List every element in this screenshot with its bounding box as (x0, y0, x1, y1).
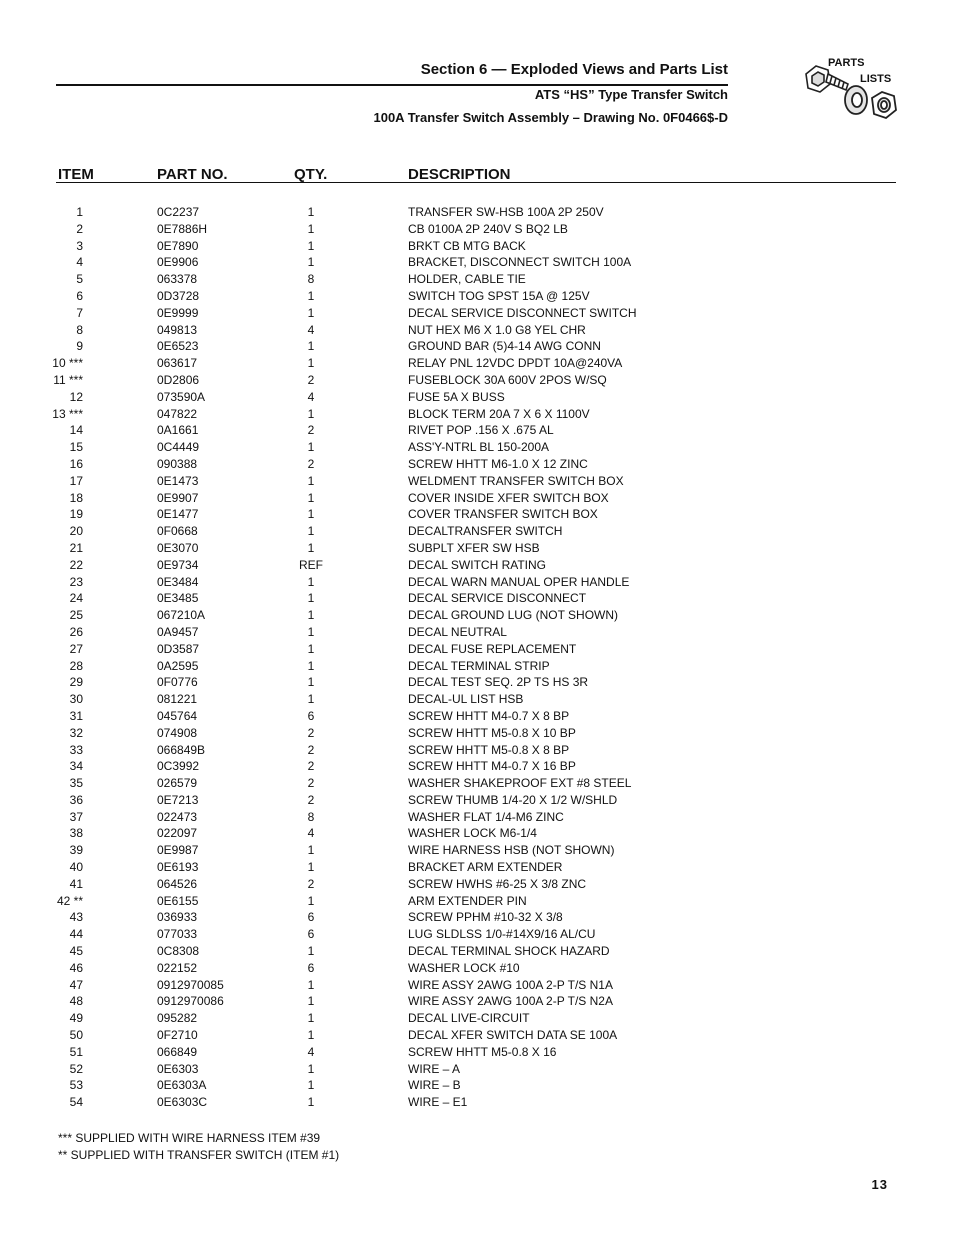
part-number: 0E6193 (157, 860, 199, 875)
quantity: 1 (307, 624, 315, 639)
description: SCREW HHTT M5-0.8 X 10 BP (408, 725, 576, 740)
part-number: 026579 (157, 776, 198, 791)
table-row (0, 456, 954, 473)
part-number: 0E7890 (157, 238, 199, 253)
description: WIRE – B (408, 1078, 461, 1093)
item-number: 5 (76, 272, 83, 287)
part-number: 077033 (157, 927, 198, 942)
part-number: 0912970085 (157, 977, 224, 992)
part-number: 095282 (157, 1011, 198, 1026)
quantity: 4 (307, 826, 315, 841)
item-number: 10 *** (52, 356, 83, 371)
part-number: 0C4449 (157, 440, 200, 455)
part-number: 0E3070 (157, 540, 199, 555)
part-number: 0E9987 (157, 843, 199, 858)
quantity: 1 (307, 675, 315, 690)
description: DECAL WARN MANUAL OPER HANDLE (408, 574, 630, 589)
table-row (0, 322, 954, 339)
part-number: 090388 (157, 456, 198, 471)
part-number: 066849 (157, 1044, 198, 1059)
item-number: 51 (69, 1044, 83, 1059)
item-number: 4 (76, 255, 83, 270)
description: SCREW HHTT M5-0.8 X 8 BP (408, 742, 570, 757)
parts-table (0, 204, 954, 1111)
parts-lists-logo (800, 54, 900, 132)
item-number: 1 (76, 205, 83, 219)
part-number: 0E6303 (157, 1061, 199, 1076)
document-subtitle: ATS “HS” Type Transfer Switch (534, 87, 728, 102)
quantity: 6 (307, 960, 315, 975)
part-number: 0912970086 (157, 994, 224, 1009)
part-number: 0D3587 (157, 641, 200, 656)
part-number: 073590A (157, 389, 206, 404)
quantity: 1 (307, 1011, 315, 1026)
part-number: 0E1473 (157, 473, 199, 488)
table-row (0, 624, 954, 641)
quantity: REF (299, 557, 323, 572)
column-header-description: DESCRIPTION (408, 166, 511, 183)
part-number: 0D2806 (157, 372, 200, 387)
table-row (0, 926, 954, 943)
part-number: 0E7886H (157, 221, 208, 236)
quantity: 1 (307, 641, 315, 656)
table-row (0, 960, 954, 977)
quantity: 1 (307, 1028, 315, 1043)
quantity: 1 (307, 843, 315, 858)
quantity: 1 (307, 692, 315, 707)
quantity: 2 (307, 792, 315, 807)
part-number: 036933 (157, 910, 198, 925)
description: DECAL TERMINAL SHOCK HAZARD (408, 944, 610, 959)
table-row (0, 490, 954, 507)
description: DECALTRANSFER SWITCH (408, 524, 563, 539)
section-title: Section 6 — Exploded Views and Parts List (420, 61, 728, 78)
quantity: 4 (307, 389, 315, 404)
description: DECAL XFER SWITCH DATA SE 100A (408, 1028, 618, 1043)
item-number: 15 (69, 440, 83, 455)
table-row (0, 338, 954, 355)
table-row (0, 842, 954, 859)
item-number: 41 (69, 876, 83, 891)
table-row (0, 540, 954, 557)
quantity: 8 (307, 272, 315, 287)
description: WIRE HARNESS HSB (NOT SHOWN) (408, 843, 615, 858)
table-row (0, 909, 954, 926)
item-number: 21 (69, 540, 83, 555)
nut-icon (872, 92, 896, 118)
table-row (0, 758, 954, 775)
table-row (0, 691, 954, 708)
quantity: 1 (307, 255, 315, 270)
quantity: 1 (307, 305, 315, 320)
part-number: 0E9734 (157, 557, 199, 572)
item-number: 11 *** (53, 372, 83, 387)
part-number: 0E3484 (157, 574, 199, 589)
table-row (0, 288, 954, 305)
description: DECAL SERVICE DISCONNECT SWITCH (408, 305, 637, 320)
logo-text-lists: LISTS (860, 73, 892, 85)
item-number: 26 (69, 624, 83, 639)
description: SCREW HHTT M4-0.7 X 8 BP (408, 708, 570, 723)
item-number: 47 (69, 977, 83, 992)
table-row (0, 574, 954, 591)
part-number: 0E9907 (157, 490, 199, 505)
table-row (0, 473, 954, 490)
quantity: 2 (307, 423, 315, 438)
column-header-item: ITEM (58, 166, 94, 183)
description: DECAL SERVICE DISCONNECT (408, 591, 587, 606)
part-number: 022473 (157, 809, 198, 824)
quantity: 4 (307, 322, 315, 337)
table-row (0, 641, 954, 658)
bolt-icon (806, 66, 848, 92)
description: BLOCK TERM 20A 7 X 6 X 1100V (408, 406, 590, 421)
part-number: 0D3728 (157, 288, 200, 303)
table-row (0, 708, 954, 725)
quantity: 2 (307, 456, 315, 471)
part-number: 022152 (157, 960, 198, 975)
quantity: 1 (307, 288, 315, 303)
item-number: 54 (69, 1095, 83, 1110)
table-row (0, 859, 954, 876)
part-number: 063617 (157, 356, 198, 371)
logo-text-parts: PARTS (828, 57, 865, 69)
description: WIRE – A (408, 1061, 461, 1076)
description: SCREW HHTT M4-0.7 X 16 BP (408, 759, 576, 774)
part-number: 022097 (157, 826, 198, 841)
part-number: 045764 (157, 708, 198, 723)
table-row (0, 792, 954, 809)
item-number: 36 (69, 792, 83, 807)
description: WIRE ASSY 2AWG 100A 2-P T/S N1A (408, 977, 613, 992)
table-row (0, 389, 954, 406)
description: SCREW THUMB 1/4-20 X 1/2 W/SHLD (408, 792, 618, 807)
quantity: 2 (307, 876, 315, 891)
description: SCREW PPHM #10-32 X 3/8 (408, 910, 563, 925)
table-row (0, 1010, 954, 1027)
item-number: 29 (69, 675, 83, 690)
part-number: 0A1661 (157, 423, 199, 438)
table-row (0, 993, 954, 1010)
table-row (0, 977, 954, 994)
item-number: 14 (69, 423, 83, 438)
item-number: 19 (69, 507, 83, 522)
item-number: 43 (69, 910, 83, 925)
description: SCREW HHTT M6-1.0 X 12 ZINC (408, 456, 588, 471)
item-number: 2 (76, 221, 83, 236)
item-number: 27 (69, 641, 83, 656)
quantity: 1 (307, 205, 315, 219)
part-number: 081221 (157, 692, 198, 707)
table-row (0, 506, 954, 523)
header-rule (56, 84, 728, 86)
table-row (0, 825, 954, 842)
quantity: 1 (307, 406, 315, 421)
description: BRKT CB MTG BACK (408, 238, 526, 253)
quantity: 6 (307, 927, 315, 942)
description: WASHER LOCK M6-1/4 (408, 826, 537, 841)
description: COVER TRANSFER SWITCH BOX (408, 507, 598, 522)
part-number: 0E1477 (157, 507, 199, 522)
description: BRACKET ARM EXTENDER (408, 860, 563, 875)
quantity: 1 (307, 977, 315, 992)
table-row (0, 876, 954, 893)
footnote-double-star: ** SUPPLIED WITH TRANSFER SWITCH (ITEM #1) (58, 1148, 340, 1162)
description: WIRE – E1 (408, 1095, 468, 1110)
item-number: 28 (69, 658, 83, 673)
part-number: 0E6303C (157, 1095, 208, 1110)
item-number: 38 (69, 826, 83, 841)
quantity: 6 (307, 708, 315, 723)
table-row (0, 406, 954, 423)
item-number: 16 (69, 456, 83, 471)
part-number: 067210A (157, 608, 206, 623)
quantity: 1 (307, 944, 315, 959)
part-number: 0C3992 (157, 759, 200, 774)
table-row (0, 372, 954, 389)
item-number: 39 (69, 843, 83, 858)
part-number: 0F2710 (157, 1028, 198, 1043)
quantity: 1 (307, 1078, 315, 1093)
item-number: 18 (69, 490, 83, 505)
description: BRACKET, DISCONNECT SWITCH 100A (408, 255, 632, 270)
description: DECAL TEST SEQ. 2P TS HS 3R (408, 675, 589, 690)
description: ASS'Y-NTRL BL 150-200A (408, 440, 550, 455)
description: RELAY PNL 12VDC DPDT 10A@240VA (408, 356, 623, 371)
table-row (0, 775, 954, 792)
table-row (0, 557, 954, 574)
part-number: 0E7213 (157, 792, 199, 807)
quantity: 1 (307, 994, 315, 1009)
item-number: 9 (76, 339, 83, 354)
item-number: 48 (69, 994, 83, 1009)
part-number: 0F0776 (157, 675, 198, 690)
part-number: 0E6523 (157, 339, 199, 354)
quantity: 1 (307, 507, 315, 522)
quantity: 1 (307, 540, 315, 555)
quantity: 1 (307, 339, 315, 354)
table-row (0, 1044, 954, 1061)
item-number: 52 (69, 1061, 83, 1076)
quantity: 1 (307, 238, 315, 253)
table-row (0, 271, 954, 288)
description: DECAL GROUND LUG (NOT SHOWN) (408, 608, 619, 623)
quantity: 2 (307, 725, 315, 740)
description: SUBPLT XFER SW HSB (408, 540, 540, 555)
description: TRANSFER SW-HSB 100A 2P 250V (408, 205, 604, 219)
item-number: 45 (69, 944, 83, 959)
page-number: 13 (871, 1177, 888, 1192)
item-number: 25 (69, 608, 83, 623)
table-row (0, 607, 954, 624)
column-header-qty: QTY. (294, 166, 328, 183)
description: FUSE 5A X BUSS (408, 389, 505, 404)
description: DECAL LIVE-CIRCUIT (408, 1011, 530, 1026)
quantity: 4 (307, 1044, 315, 1059)
footnote-triple-star: *** SUPPLIED WITH WIRE HARNESS ITEM #39 (58, 1131, 321, 1145)
part-number: 0E3485 (157, 591, 199, 606)
table-row (0, 1094, 954, 1111)
item-number: 24 (69, 591, 83, 606)
part-number: 066849B (157, 742, 206, 757)
description: ARM EXTENDER PIN (408, 893, 527, 908)
part-number: 063378 (157, 272, 198, 287)
part-number: 064526 (157, 876, 198, 891)
quantity: 1 (307, 1095, 315, 1110)
description: DECAL-UL LIST HSB (408, 692, 524, 707)
description: SWITCH TOG SPST 15A @ 125V (408, 288, 590, 303)
part-number: 047822 (157, 406, 198, 421)
part-number: 0A9457 (157, 624, 199, 639)
quantity: 2 (307, 776, 315, 791)
quantity: 8 (307, 809, 315, 824)
description: DECAL NEUTRAL (408, 624, 507, 639)
table-row (0, 674, 954, 691)
item-number: 53 (69, 1078, 83, 1093)
table-row (0, 809, 954, 826)
quantity: 1 (307, 893, 315, 908)
part-number: 0C2237 (157, 205, 200, 219)
part-number: 049813 (157, 322, 198, 337)
item-number: 8 (76, 322, 83, 337)
item-number: 6 (76, 288, 83, 303)
description: NUT HEX M6 X 1.0 G8 YEL CHR (408, 322, 586, 337)
item-number: 32 (69, 725, 83, 740)
quantity: 1 (307, 1061, 315, 1076)
table-row (0, 943, 954, 960)
item-number: 44 (69, 927, 83, 942)
drawing-number: 100A Transfer Switch Assembly – Drawing No. 0F0466$-D (373, 110, 728, 125)
quantity: 1 (307, 524, 315, 539)
item-number: 17 (69, 473, 83, 488)
table-row (0, 305, 954, 322)
item-number: 50 (69, 1028, 83, 1043)
table-row (0, 1077, 954, 1094)
description: HOLDER, CABLE TIE (408, 272, 526, 287)
item-number: 33 (69, 742, 83, 757)
part-number: 0E9999 (157, 305, 199, 320)
table-row (0, 725, 954, 742)
quantity: 2 (307, 372, 315, 387)
quantity: 6 (307, 910, 315, 925)
item-number: 12 (69, 389, 83, 404)
table-row (0, 439, 954, 456)
item-number: 37 (69, 809, 83, 824)
table-row (0, 204, 954, 221)
item-number: 13 *** (52, 406, 83, 421)
description: WASHER FLAT 1/4-M6 ZINC (408, 809, 564, 824)
item-number: 46 (69, 960, 83, 975)
part-number: 0A2595 (157, 658, 199, 673)
quantity: 1 (307, 658, 315, 673)
description: CB 0100A 2P 240V S BQ2 LB (408, 221, 568, 236)
description: GROUND BAR (5)4-14 AWG CONN (408, 339, 601, 354)
description: FUSEBLOCK 30A 600V 2POS W/SQ (408, 372, 607, 387)
item-number: 35 (69, 776, 83, 791)
description: DECAL FUSE REPLACEMENT (408, 641, 577, 656)
table-row (0, 355, 954, 372)
part-number: 0E6155 (157, 893, 199, 908)
description: DECAL SWITCH RATING (408, 557, 547, 572)
item-number: 30 (69, 692, 83, 707)
item-number: 49 (69, 1011, 83, 1026)
part-number: 0F0668 (157, 524, 198, 539)
description: RIVET POP .156 X .675 AL (408, 423, 554, 438)
item-number: 34 (69, 759, 83, 774)
column-header-part-no: PART NO. (157, 166, 228, 183)
item-number: 40 (69, 860, 83, 875)
table-row (0, 523, 954, 540)
quantity: 1 (307, 473, 315, 488)
quantity: 1 (307, 574, 315, 589)
table-row (0, 1027, 954, 1044)
table-row (0, 422, 954, 439)
table-row (0, 658, 954, 675)
quantity: 1 (307, 356, 315, 371)
table-row (0, 590, 954, 607)
quantity: 2 (307, 759, 315, 774)
description: SCREW HHTT M5-0.8 X 16 (408, 1044, 557, 1059)
description: WASHER LOCK #10 (408, 960, 520, 975)
washer-icon (845, 86, 867, 114)
quantity: 1 (307, 860, 315, 875)
item-number: 23 (69, 574, 83, 589)
description: WIRE ASSY 2AWG 100A 2-P T/S N2A (408, 994, 613, 1009)
description: LUG SLDLSS 1/0-#14X9/16 AL/CU (408, 927, 596, 942)
quantity: 1 (307, 591, 315, 606)
item-number: 31 (69, 708, 83, 723)
part-number: 0E6303A (157, 1078, 207, 1093)
table-row (0, 238, 954, 255)
part-number: 074908 (157, 725, 198, 740)
part-number: 0E9906 (157, 255, 199, 270)
item-number: 7 (76, 305, 83, 320)
item-number: 22 (69, 557, 83, 572)
item-number: 3 (76, 238, 83, 253)
quantity: 2 (307, 742, 315, 757)
table-row (0, 742, 954, 759)
quantity: 1 (307, 221, 315, 236)
item-number: 42 ** (56, 893, 83, 908)
description: DECAL TERMINAL STRIP (408, 658, 550, 673)
description: SCREW HWHS #6-25 X 3/8 ZNC (408, 876, 587, 891)
description: WELDMENT TRANSFER SWITCH BOX (408, 473, 624, 488)
description: WASHER SHAKEPROOF EXT #8 STEEL (408, 776, 632, 791)
table-header-rule (56, 182, 896, 183)
quantity: 1 (307, 490, 315, 505)
table-row (0, 254, 954, 271)
table-row (0, 221, 954, 238)
quantity: 1 (307, 608, 315, 623)
part-number: 0C8308 (157, 944, 200, 959)
description: COVER INSIDE XFER SWITCH BOX (408, 490, 609, 505)
table-row (0, 893, 954, 910)
item-number: 20 (69, 524, 83, 539)
table-row (0, 1061, 954, 1078)
quantity: 1 (307, 440, 315, 455)
